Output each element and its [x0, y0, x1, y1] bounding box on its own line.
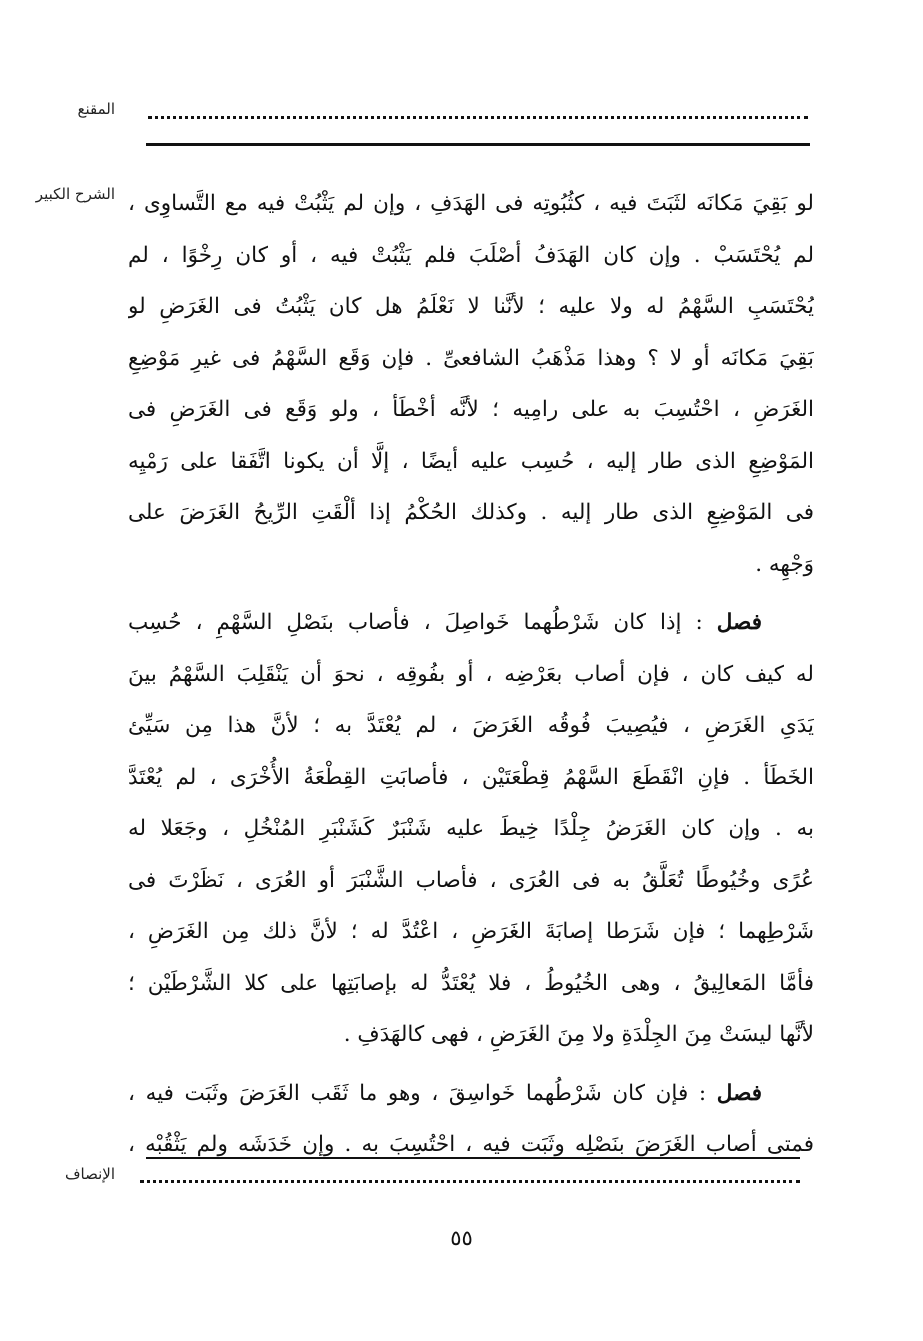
section-heading: فصل	[716, 610, 762, 635]
section-heading: فصل	[716, 1080, 762, 1106]
text-line: فمتى أصاب الغَرَضَ بنَصْلِه وثَبَت فيه ، احْتُسِبَ به . وإن خَدَشَه ولم يَثْقُبْه ،	[128, 1132, 814, 1157]
text-line: يُحْتَسَبِ السَّهْمُ له ولا عليه ؛ لأنَّنا لا نَعْلَمُ هل كان يَثْبُتُ فى الغَرَضِ لو	[128, 294, 814, 319]
text-line: لأنَّها ليسَتْ مِنَ الجِلْدَةِ ولا مِنَ الغَرَضِ ، فهى كالهَدَفِ .	[343, 1022, 814, 1047]
header-dotted-divider	[148, 116, 808, 119]
text-line: المَوْضِعِ الذى طار إليه ، حُسِب عليه أيضًا ، إلَّا أن يكونا اتَّفَقا على رَمْيِه	[128, 448, 814, 474]
footer-book-label: الإنصاف	[64, 1165, 115, 1183]
footer-rule	[146, 1157, 800, 1159]
paragraph-2	[128, 597, 814, 1061]
text-line-rest: : فإن كان شَرْطُهما خَواسِقَ ، وهو ما ثَقَب الغَرَضَ وثَبَت فيه ،	[128, 1080, 707, 1106]
text-line: عُرًى وخُيُوطًا تُعَلَّقُ به فى العُرَى ، فأصاب الشَّنْبَرَ أو العُرَى ، نَظَرْتَ فى	[128, 867, 814, 893]
text-line: به . وإن كان الغَرَضُ جِلْدًا خِيطَ عليه شَنْبَرٌ كَشَنْبَرِ المُنْخُلِ ، وجَعَلا له	[128, 816, 814, 841]
paragraph-3	[128, 1068, 814, 1171]
text-line: لم يُحْتَسَبْ . وإن كان الهَدَفُ أصْلَبَ فلم يَثْبُتْ فيه ، أو كان رِخْوًا ، لم	[128, 242, 814, 268]
text-line: فى المَوْضِعِ الذى طار إليه . وكذلك الحُكْمُ إذا ألْقَتِ الرِّيحُ الغَرَضَ على	[128, 500, 814, 525]
text-line	[128, 1068, 814, 1120]
text-line: الغَرَضِ ، احْتُسِبَ به على رامِيه ؛ لأنَّه أخْطَأ ، ولو وَقَع فى الغَرَضِ فى	[128, 397, 814, 422]
text-line: يَدَىِ الغَرَضِ ، فيُصِيبَ فُوقُه الغَرَضَ ، لم يُعْتَدَّ به ؛ لأنَّ هذا مِن سَيِّئ	[128, 713, 814, 738]
header-book-label: المقنع	[77, 100, 115, 118]
text-line: فأمَّا المَعالِيقُ ، وهى الخُيُوطُ ، فلا يُعْتَدُّ له بإصابَتِها على كلا الشَّرْطَيْن ؛	[128, 970, 814, 996]
text-line: لو بَقِيَ مَكانَه لثَبَتَ فيه ، كثُبُوتِه فى الهَدَفِ ، وإن لم يَثْبُتْ فيه مع التَّساوِى ،	[128, 191, 814, 216]
text-line: شَرْطِهما ؛ فإن شَرَطا إصابَةَ الغَرَضِ ، اعْتُدَّ له ؛ لأنَّ ذلك مِن الغَرَضِ ،	[128, 919, 814, 944]
text-line: بَقِيَ مَكانَه أو لا ؟ وهذا مَذْهَبُ الشافعىِّ . فإن وَقَع السَّهْمُ فى غيرِ مَوْضِعِ	[128, 345, 814, 371]
text-line-rest: : إذا كان شَرْطُهما خَواصِلَ ، فأصاب بنَصْلِ السَّهْمِ ، حُسِب	[128, 610, 703, 635]
text-line: له كيف كان ، فإن أصاب بعَرْضِه ، أو بفُوقِه ، نحوَ أن يَنْقَلِبَ السَّهْمُ بينَ	[128, 661, 814, 687]
footer-dotted-divider	[140, 1180, 800, 1183]
paragraph-1	[128, 178, 814, 590]
text-line: الخَطَأ . فإنِ انْقَطَعَ السَّهْمُ قِطْعَتَيْن ، فأصابَتِ القِطْعَةُ الأُخْرَى ، لم يُعْتَدَّ	[128, 764, 814, 790]
page-number: ٥٥	[450, 1226, 473, 1250]
commentary-label: الشرح الكبير	[35, 185, 115, 203]
main-text	[128, 178, 814, 1171]
text-line	[128, 597, 814, 649]
text-line: وَجْهِه .	[755, 551, 814, 577]
header-rule	[146, 143, 810, 146]
